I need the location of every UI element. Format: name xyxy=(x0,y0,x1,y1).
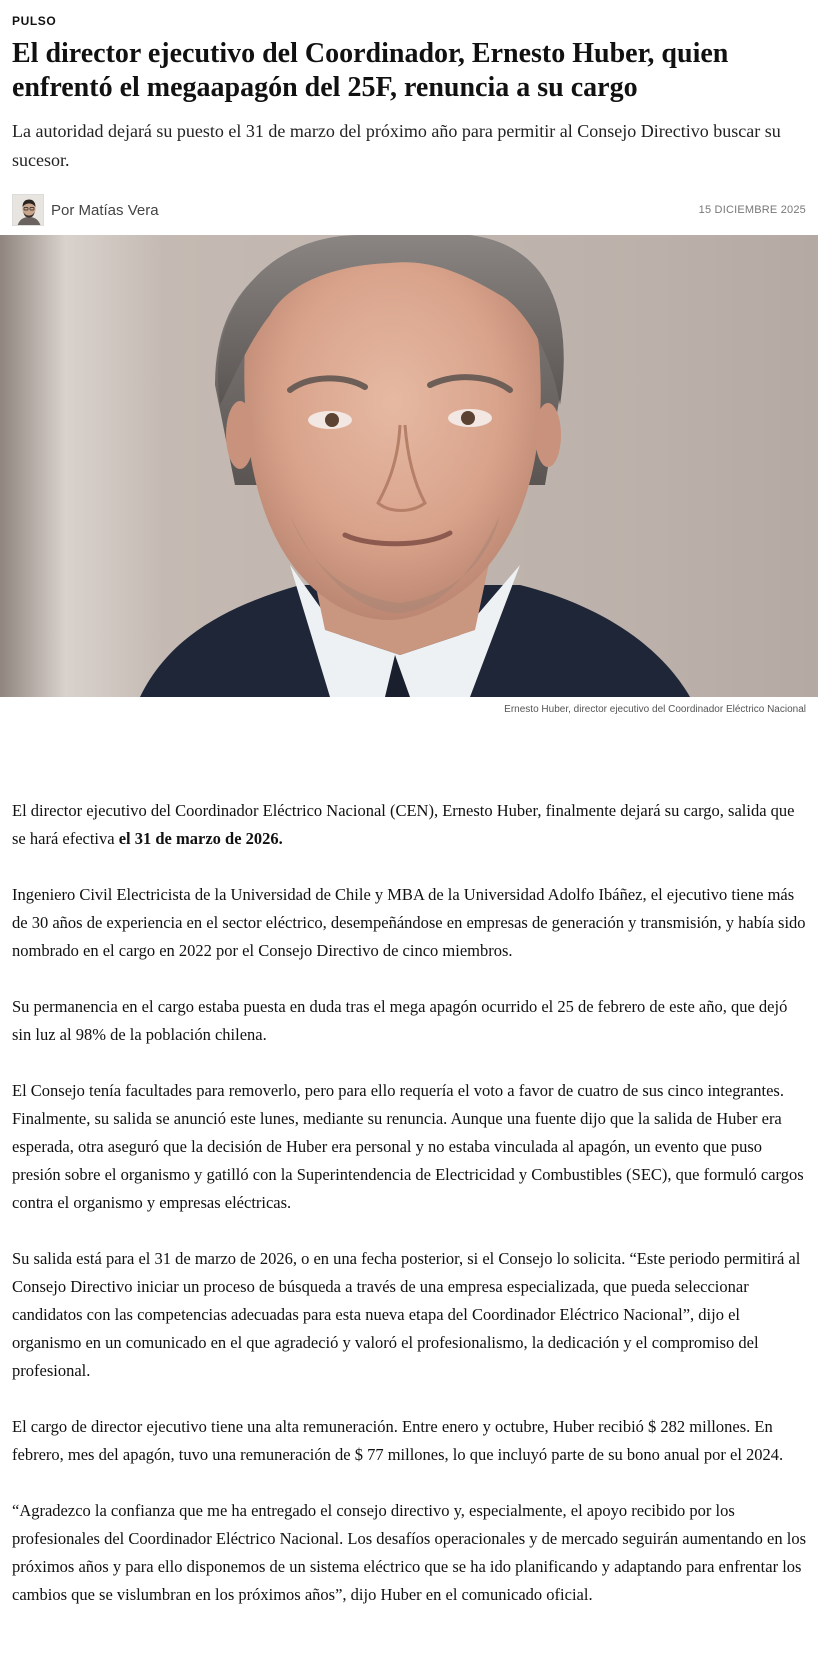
section-label[interactable]: PULSO xyxy=(12,14,57,28)
author-block[interactable] xyxy=(12,194,159,226)
byline xyxy=(12,193,806,227)
paragraph-text: El director ejecutivo del Coordinador Eléctrico Nacional (CEN), Ernesto Huber, finalmente dejará su cargo, salida que se hará efectiva xyxy=(12,801,795,848)
article-paragraph-1 xyxy=(12,797,806,853)
paragraph-bold: el 31 de marzo de 2026. xyxy=(118,829,283,848)
article-body xyxy=(12,797,806,1637)
publish-date: 15 DICIEMBRE 2025 xyxy=(698,204,806,216)
hero-image xyxy=(0,235,818,697)
article-paragraph-7: “Agradezco la confianza que me ha entregado el consejo directivo y, especialmente, el apoyo recibido por los profesionales del Coordinador Eléctrico Nacional. Los desafíos operacionales y de mercado seguirán aumentando en los próximos años y para ello disponemos de un sistema eléctrico que se ha ido planificando y adaptando para enfrentar los cambios que se vislumbran en los próximos años”, dijo Huber en el comunicado oficial. xyxy=(12,1501,807,1604)
author-name[interactable]: Por Matías Vera xyxy=(51,201,159,219)
article-paragraph-2: Ingeniero Civil Electricista de la Universidad de Chile y MBA de la Universidad Adolfo Ibáñez, el ejecutivo tiene más de 30 años de experiencia en el sector eléctrico, desempeñándose en empresas de generación y transmisión, y había sido nombrado en el cargo en 2022 por el Consejo Directivo de cinco miembros. xyxy=(12,885,806,960)
headline: El director ejecutivo del Coordinador, Ernesto Huber, quien enfrentó el megaapagón del 25F, renuncia a su cargo xyxy=(12,38,729,103)
author-avatar-icon[interactable] xyxy=(12,194,44,226)
image-caption: Ernesto Huber, director ejecutivo del Coordinador Eléctrico Nacional xyxy=(504,704,806,715)
article-paragraph-4: El Consejo tenía facultades para removerlo, pero para ello requería el voto a favor de cuatro de sus cinco integrantes. Finalmente, su salida se anunció este lunes, mediante su renuncia. Aunque una fuente dijo que la salida de Huber era esperada, otra aseguró que la decisión de Huber era personal y no estaba vinculada al apagón, un evento que puso presión sobre el organismo y gatilló con la Superintendencia de Electricidad y Combustibles (SEC), que formuló cargos contra el organismo y empresas eléctricas. xyxy=(12,1081,804,1212)
article-paragraph-6: El cargo de director ejecutivo tiene una alta remuneración. Entre enero y octubre, Huber recibió $ 282 millones. En febrero, mes del apagón, tuvo una remuneración de $ 77 millones, lo que incluyó parte de su bono anual por el 2024. xyxy=(12,1417,784,1464)
article-paragraph-5: Su salida está para el 31 de marzo de 2026, o en una fecha posterior, si el Consejo lo solicita. “Este periodo permitirá al Consejo Directivo iniciar un proceso de búsqueda a través de una empresa especializada, que pueda seleccionar candidatos con las competencias adecuadas para esta nueva etapa del Coordinador Eléctrico Nacional”, dijo el organismo en un comunicado en el que agradeció y valoró el profesionalismo, la dedicación y el compromiso del profesional. xyxy=(12,1249,801,1380)
article-paragraph-3: Su permanencia en el cargo estaba puesta en duda tras el mega apagón ocurrido el 25 de febrero de este año, que dejó sin luz al 98% de la población chilena. xyxy=(12,997,788,1044)
subheadline: La autoridad dejará su puesto el 31 de marzo del próximo año para permitir al Consejo Directivo buscar su sucesor. xyxy=(12,121,781,170)
